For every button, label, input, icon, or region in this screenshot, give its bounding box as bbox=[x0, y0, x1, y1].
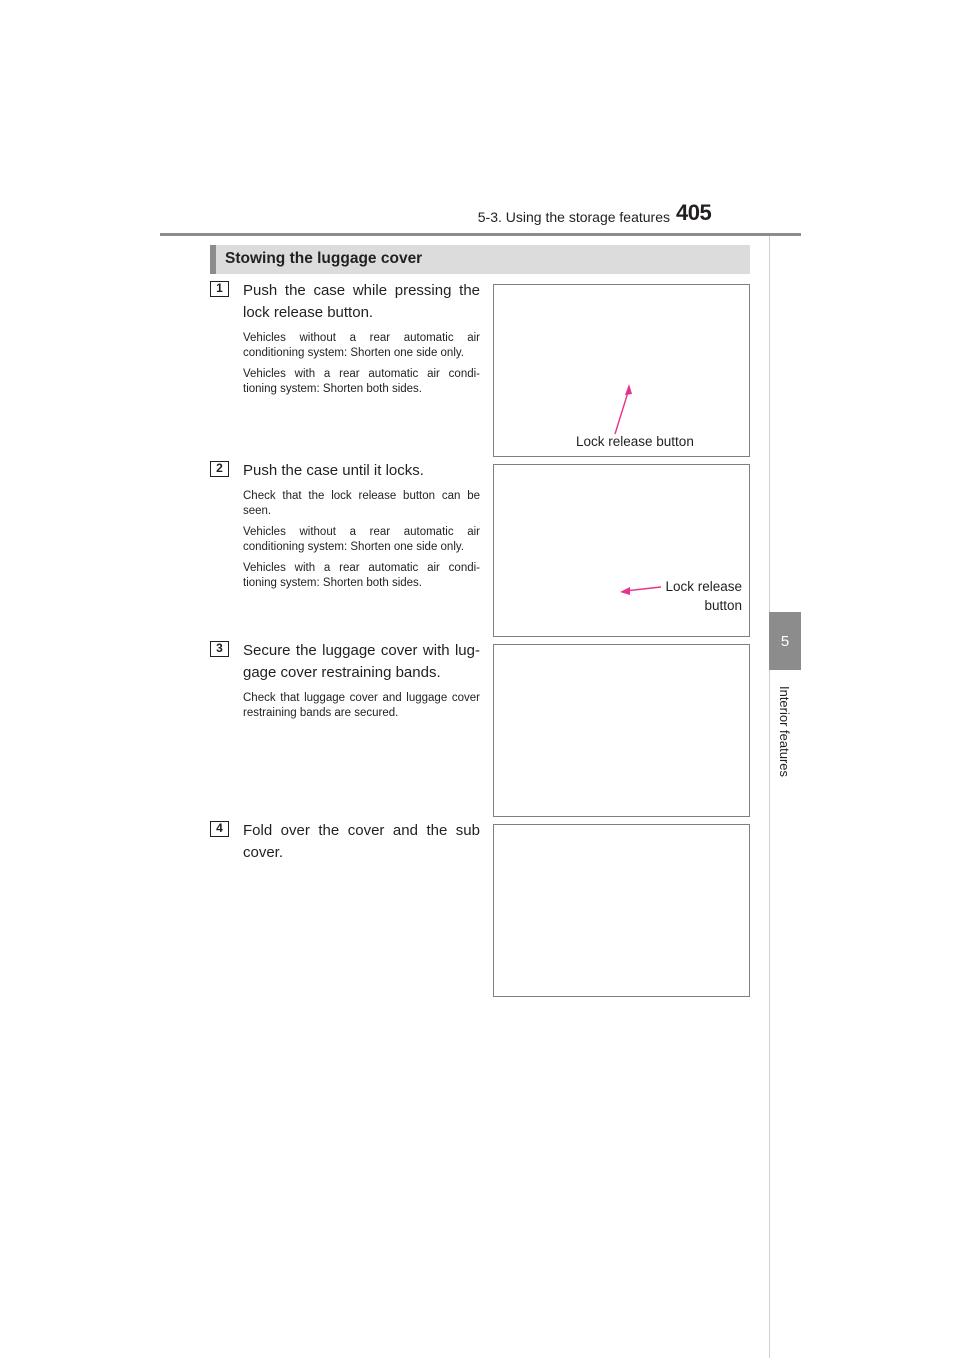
step-1-instruction: Push the case while pressing the lock release button. bbox=[243, 282, 480, 321]
step-3-note: Check that luggage cover and luggage cover restraining bands are secured. bbox=[243, 692, 480, 719]
step-2-callout-label bbox=[665, 577, 742, 615]
step-2-illustration bbox=[493, 464, 750, 637]
side-rule bbox=[769, 236, 770, 1358]
header-rule bbox=[160, 233, 801, 236]
step-1-note: Vehicles with a rear automatic air condi-tioning system: Shorten both sides. bbox=[243, 368, 480, 395]
step-1-illustration bbox=[493, 284, 750, 457]
step-1-note: Vehicles without a rear automatic air conditioning system: Shorten one side only. bbox=[243, 332, 480, 359]
step-1-callout-label: Lock release button bbox=[576, 434, 694, 449]
step-3-instruction: Secure the luggage cover with lug-gage cover restraining bands. bbox=[243, 642, 480, 681]
step-2-instruction: Push the case until it locks. bbox=[243, 462, 424, 479]
chapter-tab-title bbox=[769, 676, 801, 786]
step-2-callout-line: Lock release bbox=[665, 579, 742, 594]
section-heading-text: Stowing the luggage cover bbox=[225, 250, 423, 267]
step-2-note: Vehicles with a rear automatic air condi-tioning system: Shorten both sides. bbox=[243, 562, 480, 589]
step-number-2: 2 bbox=[210, 461, 229, 477]
step-2-note: Vehicles without a rear automatic air conditioning system: Shorten one side only. bbox=[243, 526, 480, 553]
step-2-note: Check that the lock release button can be seen. bbox=[243, 490, 480, 517]
step-number-3: 3 bbox=[210, 641, 229, 657]
step-1-notes bbox=[243, 331, 480, 403]
section-heading bbox=[210, 245, 750, 274]
step-number-1: 1 bbox=[210, 281, 229, 297]
step-3-illustration bbox=[493, 644, 750, 817]
chapter-tab-number: 5 bbox=[769, 612, 801, 670]
step-4-illustration bbox=[493, 824, 750, 997]
step-2-notes bbox=[243, 489, 480, 597]
step-number-4: 4 bbox=[210, 821, 229, 837]
running-header-title: 5-3. Using the storage features bbox=[477, 209, 670, 225]
step-2-callout-line: button bbox=[704, 598, 742, 613]
chapter-tab-title-text: Interior features bbox=[777, 685, 793, 777]
step-3-notes bbox=[243, 691, 480, 727]
step-4-instruction: Fold over the cover and the sub cover. bbox=[243, 822, 480, 861]
page-number: 405 bbox=[676, 200, 712, 225]
